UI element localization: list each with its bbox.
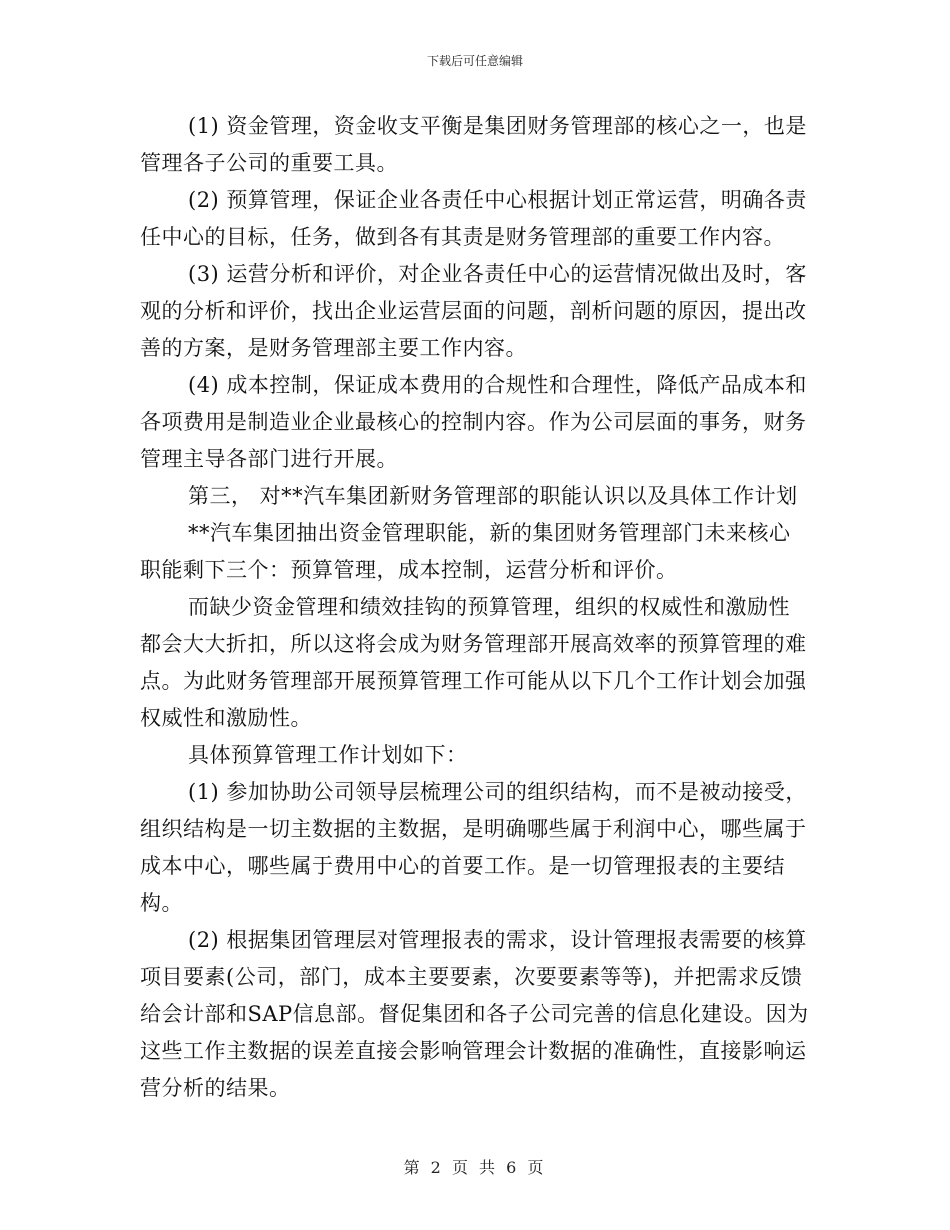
paragraph-budget-difficulty: 而缺少资金管理和绩效挂钩的预算管理，组织的权威性和激励性都会大大折扣，所以这将会成为财务管理部开展高效率的预算管理的难点。为此财务管理部开展预算管理工作可能从以下几个工作计划会加强权威性和激励性。 xyxy=(140,595,807,730)
page-footer: 第 2 页 共 6 页 xyxy=(403,1158,547,1177)
paragraph-cost-control: (4) 成本控制，保证成本费用的合规性和合理性，降低产品成本和各项费用是制造业企业最核心的控制内容。作为公司层面的事务，财务管理主导各部门进行开展。 xyxy=(140,373,807,471)
paragraph-plan-intro: 具体预算管理工作计划如下： xyxy=(188,743,468,767)
document-body xyxy=(140,108,810,1107)
paragraph-operation-analysis: (3) 运营分析和评价，对企业各责任中心的运营情况做出及时，客观的分析和评价，找出企业运营层面的问题，剖析问题的原因，提出改善的方案，是财务管理部主要工作内容。 xyxy=(140,262,807,360)
paragraph-core-functions: **汽车集团抽出资金管理职能，新的集团财务管理部门未来核心职能剩下三个：预算管理，成本控制，运营分析和评价。 xyxy=(140,521,791,582)
paragraph-plan-item-2: (2) 根据集团管理层对管理报表的需求，设计管理报表需要的核算项目要素(公司，部门，成本主要要素，次要要素等等)，并把需求反馈给会计部和SAP信息部。督促集团和各子公司完善的信息化建设。因为这些工作主数据的误差直接会影响管理会计数据的准确性，直接影响运营分析的结果。 xyxy=(140,928,809,1100)
section-heading-third: 第三， 对**汽车集团新财务管理部的职能认识以及具体工作计划 xyxy=(188,484,798,508)
page-header: 下载后可任意编辑 xyxy=(426,54,523,68)
paragraph-fund-management: (1) 资金管理，资金收支平衡是集团财务管理部的核心之一，也是管理各子公司的重要工具。 xyxy=(140,114,807,175)
paragraph-plan-item-1: (1) 参加协助公司领导层梳理公司的组织结构，而不是被动接受，组织结构是一切主数据的主数据，是明确哪些属于利润中心，哪些属于成本中心，哪些属于费用中心的首要工作。是一切管理报表的主要结构。 xyxy=(140,780,807,915)
paragraph-budget-management: (2) 预算管理，保证企业各责任中心根据计划正常运营，明确各责任中心的目标，任务，做到各有其责是财务管理部的重要工作内容。 xyxy=(140,188,807,249)
